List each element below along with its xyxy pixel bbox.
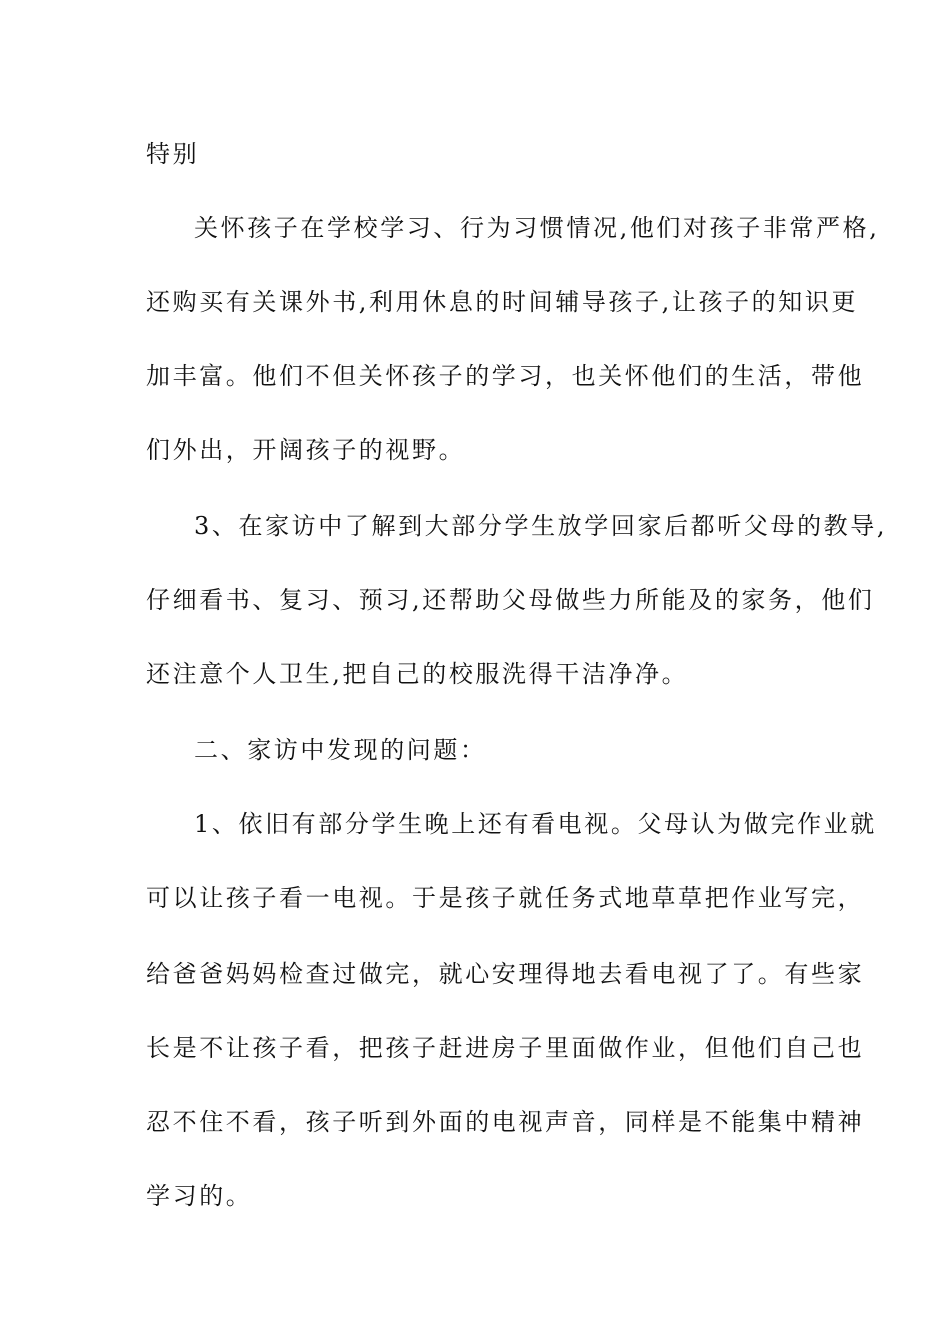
text-line-10: 1、依旧有部分学生晚上还有看电视。父母认为做完作业就 <box>194 810 877 838</box>
text-line-14: 忍不住不看，孩子听到外面的电视声音，同样是不能集中精神 <box>146 1108 865 1136</box>
text-line-6: 3、在家访中了解到大部分学生放学回家后都听父母的教导, <box>194 512 888 540</box>
section-heading: 二、家访中发现的问题： <box>194 736 487 764</box>
text-line-4: 加丰富。他们不但关怀孩子的学习，也关怀他们的生活，带他 <box>146 362 865 390</box>
text-line-2: 关怀孩子在学校学习、行为习惯情况,他们对孩子非常严格, <box>194 214 880 242</box>
text-line-1: 特别 <box>146 140 200 168</box>
text-line-7: 仔细看书、复习、预习,还帮助父母做些力所能及的家务，他们 <box>146 586 875 614</box>
text-line-8: 还注意个人卫生,把自己的校服洗得干洁净净。 <box>146 660 689 688</box>
text-line-5: 们外出，开阔孩子的视野。 <box>146 436 466 464</box>
text-line-3: 还购买有关课外书,利用休息的时间辅导孩子,让孩子的知识更 <box>146 288 859 316</box>
text-line-13: 长是不让孩子看，把孩子赶进房子里面做作业，但他们自己也 <box>146 1034 865 1062</box>
text-line-12: 给爸爸妈妈检查过做完，就心安理得地去看电视了了。有些家 <box>146 960 865 988</box>
text-line-15: 学习的。 <box>146 1182 253 1210</box>
text-line-11: 可以让孩子看一电视。于是孩子就任务式地草草把作业写完， <box>146 884 865 912</box>
